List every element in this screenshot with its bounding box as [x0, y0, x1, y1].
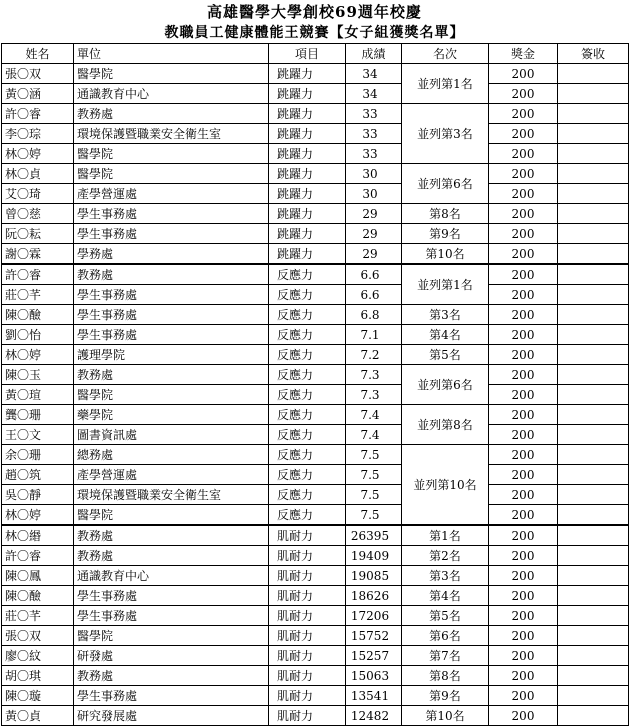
cell-sign: [558, 465, 629, 485]
cell-name: 張〇双: [2, 64, 74, 84]
cell-sign: [558, 204, 629, 224]
cell-prize: 200: [489, 285, 558, 305]
cell-unit: 環境保護暨職業安全衛生室: [74, 124, 269, 144]
cell-score: 7.2: [346, 345, 402, 365]
cell-item: 反應力: [269, 385, 346, 405]
table-row: [2, 405, 629, 425]
cell-prize: 200: [489, 84, 558, 104]
cell-score: 7.3: [346, 365, 402, 385]
cell-unit: 教務處: [74, 666, 269, 686]
cell-item: 肌耐力: [269, 546, 346, 566]
cell-item: 跳躍力: [269, 144, 346, 164]
cell-score: 15063: [346, 666, 402, 686]
cell-prize: 200: [489, 566, 558, 586]
cell-name: 陳〇醶: [2, 586, 74, 606]
cell-prize: 200: [489, 385, 558, 405]
cell-name: 林〇婷: [2, 144, 74, 164]
cell-unit: 學生事務處: [74, 586, 269, 606]
cell-name: 艾〇琦: [2, 184, 74, 204]
cell-rank: 並列第1名: [402, 64, 489, 104]
cell-name: 趙〇筑: [2, 465, 74, 485]
cell-sign: [558, 706, 629, 726]
cell-rank: 第8名: [402, 204, 489, 224]
cell-unit: 研究發展處: [74, 706, 269, 726]
cell-item: 肌耐力: [269, 566, 346, 586]
cell-item: 反應力: [269, 425, 346, 445]
cell-sign: [558, 244, 629, 265]
cell-unit: 教務處: [74, 264, 269, 285]
cell-name: 莊〇芊: [2, 285, 74, 305]
cell-score: 7.5: [346, 485, 402, 505]
cell-name: 曾〇慈: [2, 204, 74, 224]
cell-sign: [558, 385, 629, 405]
cell-item: 反應力: [269, 465, 346, 485]
cell-prize: 200: [489, 686, 558, 706]
header-unit: 單位: [74, 44, 269, 64]
cell-item: 肌耐力: [269, 606, 346, 626]
cell-rank: 並列第10名: [402, 445, 489, 526]
cell-score: 7.5: [346, 465, 402, 485]
cell-sign: [558, 224, 629, 244]
cell-prize: 200: [489, 104, 558, 124]
cell-rank: 第10名: [402, 244, 489, 265]
header-item: 項目: [269, 44, 346, 64]
cell-item: 跳躍力: [269, 164, 346, 184]
cell-item: 反應力: [269, 505, 346, 526]
cell-name: 陳〇醶: [2, 305, 74, 325]
cell-item: 跳躍力: [269, 124, 346, 144]
cell-name: 陳〇璇: [2, 686, 74, 706]
cell-unit: 產學營運處: [74, 465, 269, 485]
header-name: 姓名: [2, 44, 74, 64]
cell-unit: 教務處: [74, 104, 269, 124]
cell-score: 29: [346, 244, 402, 265]
table-row: [2, 425, 629, 445]
cell-rank: 第6名: [402, 626, 489, 646]
cell-name: 黃〇貞: [2, 706, 74, 726]
table-row: [2, 445, 629, 465]
cell-prize: 200: [489, 244, 558, 265]
cell-item: 反應力: [269, 285, 346, 305]
cell-prize: 200: [489, 626, 558, 646]
table-row: [2, 706, 629, 726]
cell-score: 29: [346, 224, 402, 244]
cell-prize: 200: [489, 405, 558, 425]
cell-score: 30: [346, 164, 402, 184]
sheet-title: 高雄醫學大學創校69週年校慶: [207, 3, 422, 21]
table-row: [2, 204, 629, 224]
cell-unit: 學生事務處: [74, 204, 269, 224]
cell-unit: 教務處: [74, 546, 269, 566]
cell-sign: [558, 525, 629, 546]
cell-score: 26395: [346, 525, 402, 546]
cell-name: 林〇緡: [2, 525, 74, 546]
cell-sign: [558, 566, 629, 586]
table-row: [2, 305, 629, 325]
cell-score: 6.8: [346, 305, 402, 325]
cell-unit: 通識教育中心: [74, 566, 269, 586]
award-sheet: [1, 1, 628, 726]
cell-prize: 200: [489, 646, 558, 666]
cell-sign: [558, 64, 629, 84]
cell-prize: 200: [489, 666, 558, 686]
table-row: [2, 84, 629, 104]
table-row: [2, 325, 629, 345]
cell-item: 跳躍力: [269, 224, 346, 244]
cell-name: 許〇睿: [2, 264, 74, 285]
cell-unit: 護理學院: [74, 345, 269, 365]
cell-unit: 學生事務處: [74, 325, 269, 345]
cell-prize: 200: [489, 546, 558, 566]
cell-sign: [558, 505, 629, 526]
cell-item: 跳躍力: [269, 204, 346, 224]
cell-unit: 學生事務處: [74, 224, 269, 244]
cell-sign: [558, 285, 629, 305]
cell-prize: 200: [489, 485, 558, 505]
cell-prize: 200: [489, 425, 558, 445]
cell-prize: 200: [489, 224, 558, 244]
cell-sign: [558, 124, 629, 144]
cell-unit: 學生事務處: [74, 285, 269, 305]
table-row: [2, 606, 629, 626]
cell-rank: 第4名: [402, 325, 489, 345]
cell-unit: 醫學院: [74, 64, 269, 84]
table-row: [2, 64, 629, 84]
cell-rank: 並列第6名: [402, 365, 489, 405]
table-row: [2, 365, 629, 385]
cell-rank: 並列第1名: [402, 264, 489, 305]
cell-unit: 學生事務處: [74, 606, 269, 626]
cell-item: 跳躍力: [269, 184, 346, 204]
cell-score: 33: [346, 144, 402, 164]
table-row: [2, 164, 629, 184]
cell-sign: [558, 666, 629, 686]
cell-unit: 產學營運處: [74, 184, 269, 204]
cell-sign: [558, 405, 629, 425]
cell-item: 跳躍力: [269, 84, 346, 104]
cell-name: 李〇琮: [2, 124, 74, 144]
cell-name: 廖〇紋: [2, 646, 74, 666]
header-rank: 名次: [402, 44, 489, 64]
cell-name: 陳〇鳳: [2, 566, 74, 586]
cell-score: 7.5: [346, 505, 402, 526]
cell-sign: [558, 84, 629, 104]
table-row: [2, 285, 629, 305]
cell-unit: 教務處: [74, 525, 269, 546]
table-row: [2, 525, 629, 546]
cell-score: 19409: [346, 546, 402, 566]
cell-unit: 醫學院: [74, 626, 269, 646]
header-score: 成績: [346, 44, 402, 64]
cell-rank: 第1名: [402, 525, 489, 546]
cell-rank: 第10名: [402, 706, 489, 726]
cell-score: 15752: [346, 626, 402, 646]
header-row: [2, 44, 629, 64]
cell-name: 謝〇霖: [2, 244, 74, 265]
cell-rank: 第7名: [402, 646, 489, 666]
cell-unit: 醫學院: [74, 164, 269, 184]
cell-score: 34: [346, 84, 402, 104]
cell-sign: [558, 546, 629, 566]
cell-name: 林〇貞: [2, 164, 74, 184]
cell-item: 反應力: [269, 264, 346, 285]
table-row: [2, 546, 629, 566]
cell-score: 34: [346, 64, 402, 84]
table-row: [2, 385, 629, 405]
cell-name: 胡〇琪: [2, 666, 74, 686]
cell-item: 反應力: [269, 305, 346, 325]
cell-score: 33: [346, 104, 402, 124]
cell-unit: 學務處: [74, 244, 269, 265]
cell-item: 肌耐力: [269, 706, 346, 726]
table-row: [2, 626, 629, 646]
cell-rank: 第5名: [402, 345, 489, 365]
cell-item: 反應力: [269, 345, 346, 365]
cell-item: 反應力: [269, 405, 346, 425]
cell-sign: [558, 445, 629, 465]
cell-score: 7.4: [346, 425, 402, 445]
cell-name: 余〇珊: [2, 445, 74, 465]
cell-prize: 200: [489, 606, 558, 626]
table-row: [2, 666, 629, 686]
cell-prize: 200: [489, 144, 558, 164]
cell-name: 王〇文: [2, 425, 74, 445]
cell-prize: 200: [489, 706, 558, 726]
cell-sign: [558, 365, 629, 385]
cell-unit: 醫學院: [74, 385, 269, 405]
cell-prize: 200: [489, 164, 558, 184]
cell-score: 17206: [346, 606, 402, 626]
cell-item: 反應力: [269, 445, 346, 465]
cell-score: 12482: [346, 706, 402, 726]
cell-score: 7.5: [346, 445, 402, 465]
cell-name: 莊〇芊: [2, 606, 74, 626]
table-row: [2, 586, 629, 606]
cell-sign: [558, 485, 629, 505]
cell-sign: [558, 586, 629, 606]
table-row: [2, 566, 629, 586]
cell-name: 許〇睿: [2, 546, 74, 566]
cell-item: 跳躍力: [269, 244, 346, 265]
cell-prize: 200: [489, 264, 558, 285]
cell-item: 反應力: [269, 325, 346, 345]
cell-prize: 200: [489, 64, 558, 84]
cell-item: 肌耐力: [269, 646, 346, 666]
cell-prize: 200: [489, 184, 558, 204]
cell-name: 陳〇玉: [2, 365, 74, 385]
table-row: [2, 244, 629, 265]
cell-name: 張〇双: [2, 626, 74, 646]
cell-item: 肌耐力: [269, 586, 346, 606]
cell-prize: 200: [489, 505, 558, 526]
cell-score: 15257: [346, 646, 402, 666]
cell-unit: 醫學院: [74, 505, 269, 526]
cell-rank: 第3名: [402, 566, 489, 586]
cell-prize: 200: [489, 305, 558, 325]
cell-sign: [558, 626, 629, 646]
cell-unit: 醫學院: [74, 144, 269, 164]
cell-name: 林〇婷: [2, 345, 74, 365]
cell-unit: 研發處: [74, 646, 269, 666]
table-row: [2, 264, 629, 285]
cell-sign: [558, 184, 629, 204]
cell-sign: [558, 606, 629, 626]
cell-rank: 第9名: [402, 686, 489, 706]
cell-item: 反應力: [269, 365, 346, 385]
cell-score: 13541: [346, 686, 402, 706]
cell-name: 黃〇涵: [2, 84, 74, 104]
header-prize: 獎金: [489, 44, 558, 64]
cell-unit: 總務處: [74, 445, 269, 465]
table-row: [2, 144, 629, 164]
table-row: [2, 184, 629, 204]
table-row: [2, 686, 629, 706]
cell-prize: 200: [489, 365, 558, 385]
cell-rank: 第3名: [402, 305, 489, 325]
cell-score: 33: [346, 124, 402, 144]
cell-sign: [558, 164, 629, 184]
cell-score: 7.4: [346, 405, 402, 425]
cell-sign: [558, 646, 629, 666]
cell-unit: 環境保護暨職業安全衛生室: [74, 485, 269, 505]
cell-rank: 第8名: [402, 666, 489, 686]
header-sign: 簽收: [558, 44, 629, 64]
table-row: [2, 465, 629, 485]
award-table: [1, 43, 629, 726]
table-row: [2, 345, 629, 365]
cell-prize: 200: [489, 124, 558, 144]
table-row: [2, 505, 629, 526]
cell-rank: 並列第6名: [402, 164, 489, 204]
cell-prize: 200: [489, 345, 558, 365]
sheet-subtitle: 教職員工健康體能王競賽【女子組獲獎名單】: [164, 25, 465, 41]
cell-rank: 第5名: [402, 606, 489, 626]
award-table-body: [2, 64, 629, 726]
cell-score: 19085: [346, 566, 402, 586]
cell-sign: [558, 305, 629, 325]
cell-sign: [558, 144, 629, 164]
cell-name: 吳〇靜: [2, 485, 74, 505]
cell-item: 跳躍力: [269, 64, 346, 84]
cell-prize: 200: [489, 445, 558, 465]
cell-rank: 第9名: [402, 224, 489, 244]
cell-sign: [558, 264, 629, 285]
cell-prize: 200: [489, 525, 558, 546]
cell-score: 29: [346, 204, 402, 224]
cell-unit: 教務處: [74, 365, 269, 385]
cell-sign: [558, 325, 629, 345]
cell-rank: 並列第3名: [402, 104, 489, 164]
cell-unit: 學生事務處: [74, 305, 269, 325]
cell-name: 阮〇耘: [2, 224, 74, 244]
cell-sign: [558, 425, 629, 445]
table-row: [2, 224, 629, 244]
table-row: [2, 104, 629, 124]
cell-score: 6.6: [346, 285, 402, 305]
cell-item: 肌耐力: [269, 686, 346, 706]
cell-item: 跳躍力: [269, 104, 346, 124]
cell-score: 18626: [346, 586, 402, 606]
cell-rank: 第4名: [402, 586, 489, 606]
cell-item: 反應力: [269, 485, 346, 505]
cell-prize: 200: [489, 465, 558, 485]
cell-sign: [558, 104, 629, 124]
cell-unit: 通識教育中心: [74, 84, 269, 104]
cell-item: 肌耐力: [269, 666, 346, 686]
cell-score: 30: [346, 184, 402, 204]
cell-unit: 學生事務處: [74, 686, 269, 706]
cell-prize: 200: [489, 325, 558, 345]
cell-item: 肌耐力: [269, 626, 346, 646]
cell-sign: [558, 686, 629, 706]
cell-sign: [558, 345, 629, 365]
cell-prize: 200: [489, 586, 558, 606]
cell-score: 7.1: [346, 325, 402, 345]
cell-name: 許〇睿: [2, 104, 74, 124]
cell-unit: 藥學院: [74, 405, 269, 425]
table-row: [2, 485, 629, 505]
cell-score: 6.6: [346, 264, 402, 285]
cell-item: 肌耐力: [269, 525, 346, 546]
cell-name: 黃〇瑄: [2, 385, 74, 405]
table-row: [2, 124, 629, 144]
cell-name: 龔〇珊: [2, 405, 74, 425]
cell-prize: 200: [489, 204, 558, 224]
cell-unit: 圖書資訊處: [74, 425, 269, 445]
cell-name: 劉〇怡: [2, 325, 74, 345]
table-row: [2, 646, 629, 666]
cell-rank: 並列第8名: [402, 405, 489, 445]
cell-score: 7.3: [346, 385, 402, 405]
cell-name: 林〇婷: [2, 505, 74, 526]
cell-rank: 第2名: [402, 546, 489, 566]
